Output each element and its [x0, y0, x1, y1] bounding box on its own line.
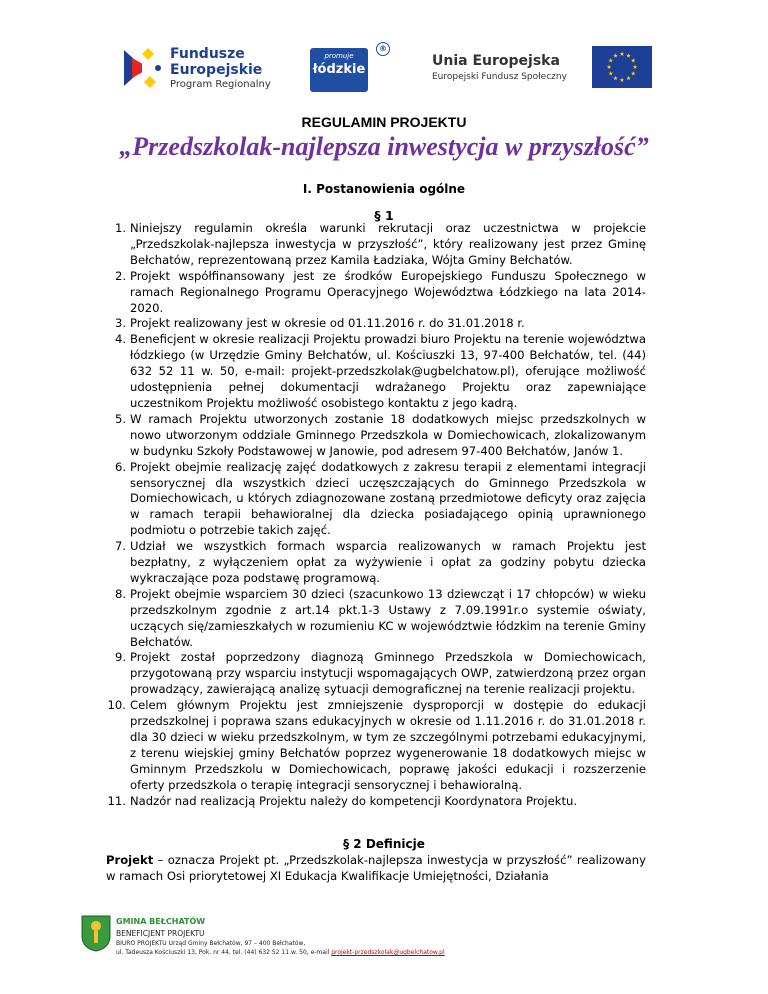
fundusze-europejskie-logo — [120, 44, 280, 94]
list-item — [106, 460, 646, 540]
list-item-text: Projekt obejmie realizację zajęć dodatkowych z zakresu terapii z elementami integracji sensorycznej dla wszystkich dzieci uczęszczających do Gminnego Przedszkola w Domiechowicach, u których zdiagnozowane zostaną przedmiotowe deficyty oraz zajęcia w ramach terapii behawioralnej dla dziecka posiadającego opinią uprawnionego podmiotu o potrzebie takich zajęć. — [130, 459, 646, 538]
promuje-lodzkie-logo — [310, 42, 396, 94]
unia-europejska-text — [432, 52, 582, 88]
pl-big-text: łódzkie — [312, 62, 366, 77]
gmina-crest-icon — [80, 914, 112, 952]
list-item-text: Projekt realizowany jest w okresie od 01.11.2016 r. do 31.01.2018 r. — [130, 316, 525, 331]
section-heading: I. Postanowienia ogólne — [302, 182, 466, 196]
fe-program: Program Regionalny — [170, 79, 271, 90]
ue-title: Unia Europejska — [432, 53, 560, 69]
footer-beneficjent: BENEFICJENT PROJEKTU — [116, 929, 205, 938]
list-item-text: Projekt został poprzedzony diagnozą Gminnego Przedszkola w Domiechowicach, przygotowaną przy wsparciu instytucji wspomagających OWP, zatwierdzoną przez organ prowadzący, zawierającą analizę sytuacji demograficznej na terenie realizacji projektu. — [130, 650, 646, 697]
list-item — [106, 698, 646, 793]
document-title: REGULAMIN PROJEKTU — [301, 114, 467, 130]
list-item — [106, 221, 646, 269]
list-item-number: 7. — [114, 539, 126, 554]
footer — [80, 914, 480, 984]
definition-paragraph — [106, 852, 646, 884]
fe-title-line1: Fundusze — [170, 46, 245, 62]
header-logos — [0, 38, 768, 98]
footer-gmina: GMINA BEŁCHATÓW — [116, 917, 206, 926]
list-item-number: 5. — [114, 411, 126, 426]
regulation-list — [106, 221, 646, 810]
list-item-text: Celem głównym Projektu jest zmniejszenie dysproporcji w dostępie do edukacji przedszkolnej i poprawa szans edukacyjnych w okresie od 1.11.2016 r. do 31.01.2018 r. dla 30 dzieci w wieku przedszkolnym, w tym ze szczególnymi potrzebami edukacyjnymi, z terenu wiejskiej gminy Bełchatów poprzez wygenerowanie 18 dodatkowych miejsc w Gminnym Przedszkolu w Domiechowicach, poprawę jakości edukacji i rozszerzenie oferty przedszkola o terapię integracji sensorycznej i behawioralną. — [130, 698, 646, 792]
list-item-number: 4. — [114, 332, 126, 347]
list-item — [106, 412, 646, 460]
list-item-number: 9. — [114, 650, 126, 665]
list-item — [106, 794, 646, 810]
list-item — [106, 650, 646, 698]
footer-address-2 — [116, 948, 445, 957]
list-item-text: Udział we wszystkich formach wsparcia realizowanych w ramach Projektu jest bezpłatny, z wyłączeniem opłat za wyżywienie i opłat za godziny pobytu dziecka wykraczające poza podstawę programową. — [130, 539, 646, 585]
list-item-number: 11. — [107, 793, 126, 808]
definitions-heading: § 2 Definicje — [343, 837, 425, 851]
list-item-text: Nadzór nad realizacją Projektu należy do kompetencji Koordynatora Projektu. — [130, 793, 578, 808]
list-item — [106, 587, 646, 651]
fe-title-line2: Europejskie — [170, 62, 263, 78]
list-item-text: Projekt obejmie wsparciem 30 dzieci (szacunkowo 13 dziewcząt i 17 chłopców) w wieku przedszkolnym zgodnie z art.14 pkt.1-3 Ustawy z 7.09.1991r.o systemie oświaty, uczących się/zamieszkałych w rozumieniu KC w województwie łódzkim na terenie Gminy Bełchatów. — [130, 586, 646, 649]
definition-body: – oznacza Projekt pt. „Przedszkolak-najlepsza inwestycja w przyszłość” realizowany w ramach Osi priorytetowej XI Edukacja Kwalifikacje Umiejętności, Działania — [106, 853, 646, 883]
project-name: „Przedszkolak-najlepsza inwestycja w przyszłość” — [119, 132, 649, 161]
list-item-text: Beneficjent w okresie realizacji Projektu prowadzi biuro Projektu na terenie województwa łódzkiego (w Urzędzie Gminy Bełchatów, ul. Kościuszki 13, 97-400 Bełchatów, tel. (44) 632 52 11 w. 50, e-mail: projekt-przedszkolak@ugbelchatow.pl), oferujące możliwość udostępnienia pełnej dokumentacji wdrażanego Projektu oraz zapewniające uczestnikom Projektu możliwość osobistego kontaktu z jego kadrą. — [130, 332, 646, 410]
ue-subtitle: Europejski Fundusz Społeczny — [432, 72, 567, 82]
pl-small-text: promuje — [324, 52, 354, 60]
list-item-number: 6. — [114, 459, 126, 474]
list-item-text: W ramach Projektu utworzonych zostanie 18 dodatkowych miejsc przedszkolnych w nowo utworzonym oddziale Gminnego Przedszkola w Domiechowicach, zlokalizowanym w budynku Szkoły Podstawowej w Janowie, pod adresem 97-400 Bełchatów, Janów 1. — [130, 411, 646, 458]
fundusze-europejskie-icon — [120, 44, 164, 92]
list-item — [106, 316, 646, 332]
list-item-text: Niniejszy regulamin określa warunki rekrutacji oraz uczestnictwa w projekcie „Przedszkolak-najlepsza inwestycja w przyszłość”, który realizowany jest przez Gminę Bełchatów, reprezentowaną przez Kamila Ładziaka, Wójta Gminy Bełchatów. — [130, 221, 646, 267]
paragraph-sign: § 1 — [374, 208, 394, 223]
list-item-number: 8. — [114, 586, 126, 601]
footer-address-text: ul. Tadeusza Kościuszki 13, Pok. nr 44, tel. (44) 632 52 11 w. 50, e-mail — [116, 949, 332, 956]
definition-term: Projekt — [106, 853, 154, 867]
footer-address-1: BIURO PROJEKTU Urząd Gminy Bełchatów, 97 – 400 Bełchatów, — [116, 940, 306, 947]
list-item-number: 3. — [114, 316, 126, 331]
eu-flag-icon — [592, 46, 652, 88]
registered-mark-icon: ® — [376, 42, 390, 56]
list-item-number: 2. — [114, 268, 126, 283]
list-item — [106, 539, 646, 587]
list-item-text: Projekt współfinansowany jest ze środków Europejskiego Funduszu Społecznego w ramach Regionalnego Programu Operacyjnego Województwa Łódzkiego na lata 2014-2020. — [130, 268, 646, 315]
list-item-number: 10. — [107, 698, 126, 713]
footer-email-link[interactable]: projekt-przedszkolak@ugbelchatow.pl — [331, 949, 445, 956]
list-item — [106, 332, 646, 412]
list-item — [106, 269, 646, 317]
list-item-number: 1. — [114, 221, 126, 235]
